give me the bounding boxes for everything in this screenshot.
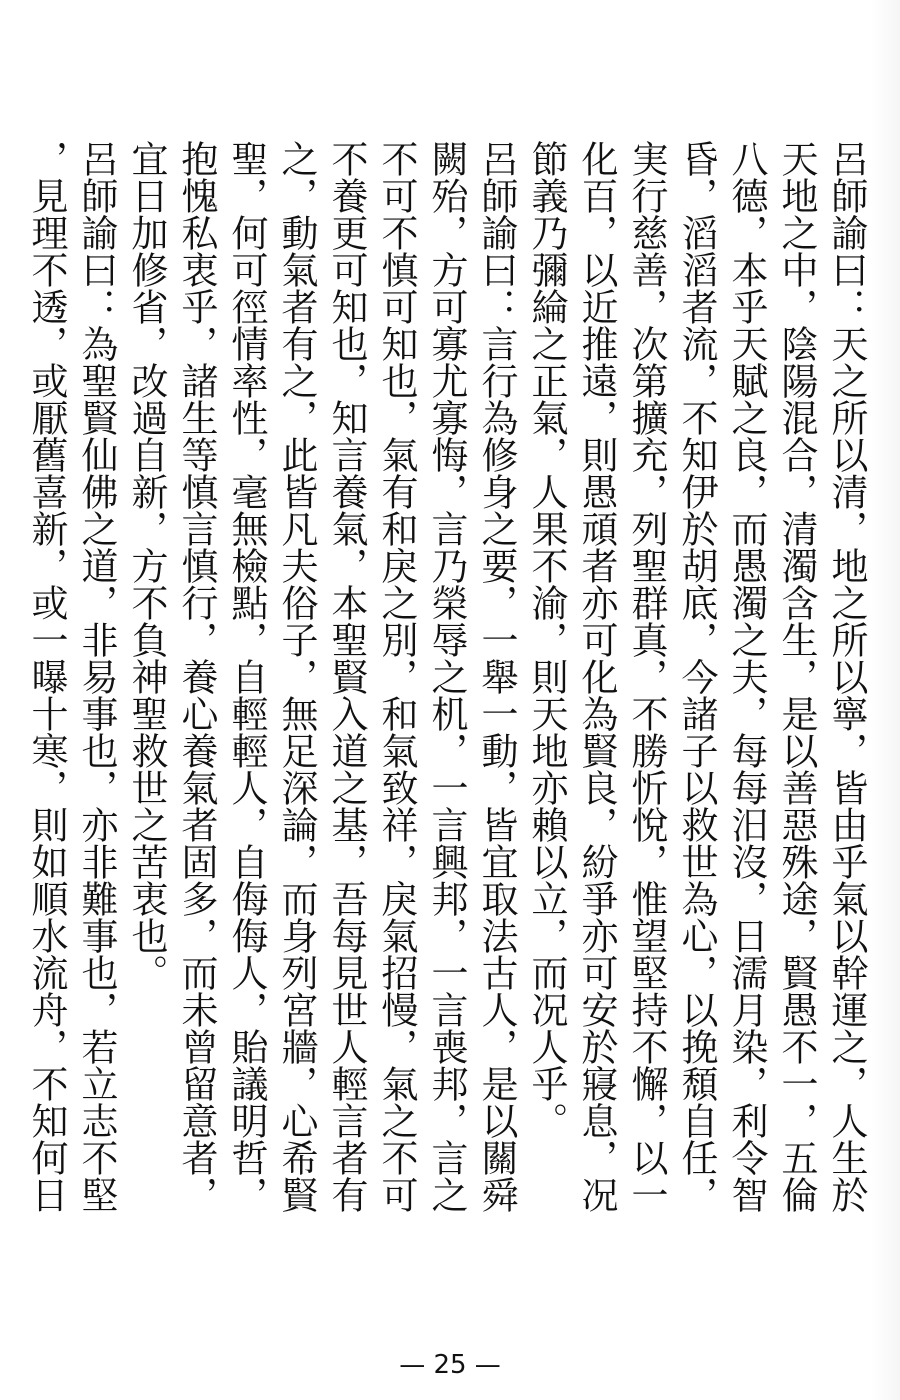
- text-column: 宜日加修省，改過自新，方不負神聖救世之苦衷也。: [125, 140, 168, 991]
- text-column: ，見理不透，或厭舊喜新，或一曝十寒，則如順水流舟，不知何日: [25, 140, 68, 1213]
- text-column: 呂師諭曰：言行為修身之要，一舉一動，皆宜取法古人，是以關舜: [475, 140, 518, 1213]
- text-column: 節義乃彌綸之正氣，人果不渝，則天地亦賴以立，而况人乎。: [525, 140, 568, 1139]
- text-column: 八德，本乎天賦之良，而愚濁之夫，每每汨沒，日濡月染，利令智: [725, 140, 768, 1213]
- text-column: 化百，以近推遠，則愚頑者亦可化為賢良，紛爭亦可安於寢息，况: [575, 140, 618, 1213]
- scan-edge-shadow: [870, 0, 900, 1400]
- page-number: — 25 —: [399, 1350, 501, 1380]
- text-column: 実行慈善，次第擴充，列聖群真，不勝忻悅，惟望堅持不懈，以一: [625, 140, 668, 1213]
- text-column: 闕殆，方可寡尤寡悔，言乃榮辱之机，一言興邦，一言喪邦，言之: [425, 140, 468, 1213]
- text-column: 之，動氣者有之，此皆凡夫俗子，無足深論，而身列宮牆，心希賢: [275, 140, 318, 1213]
- text-column: 天地之中，陰陽混合，清濁含生，是以善惡殊途，賢愚不一，五倫: [775, 140, 818, 1213]
- text-column: 抱愧私衷乎，諸生等慎言慎行，養心養氣者固多，而未曾留意者，: [175, 140, 218, 1213]
- text-column: 不可不慎可知也，氣有和戾之別，和氣致祥，戾氣招慢，氣之不可: [375, 140, 418, 1213]
- text-column: 不養更可知也，知言養氣，本聖賢入道之基，吾每見世人輕言者有: [325, 140, 368, 1213]
- text-column: 昏，滔滔者流，不知伊於胡底，今諸子以救世為心，以挽頹自任，: [675, 140, 718, 1213]
- text-column: 聖，何可徑情率性，毫無檢點，自輕輕人，自侮侮人，貽議明哲，: [225, 140, 268, 1213]
- text-column: 呂師諭曰：天之所以清，地之所以寧，皆由乎氣以幹運之，人生於: [825, 140, 868, 1213]
- text-column: 呂師諭曰：為聖賢仙佛之道，非易事也，亦非難事也，若立志不堅: [75, 140, 118, 1213]
